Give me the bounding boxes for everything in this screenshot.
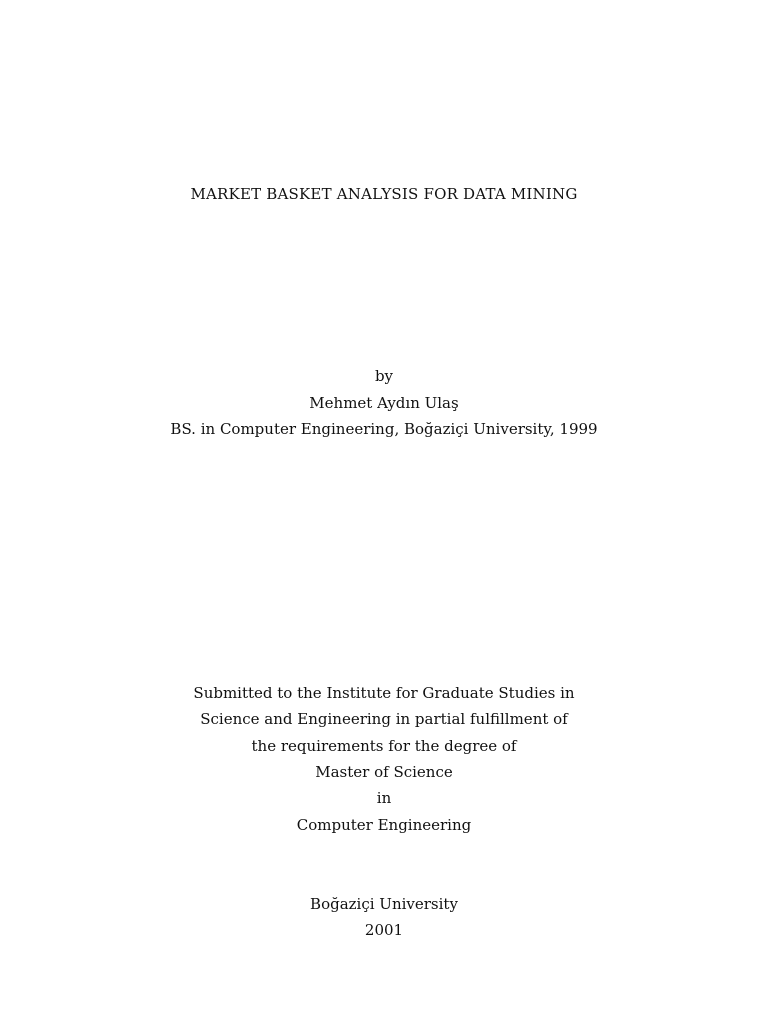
degree-name: Master of Science xyxy=(315,763,453,781)
submission-line-1: Submitted to the Institute for Graduate Studies in xyxy=(193,684,575,702)
submission-line-2: Science and Engineering in partial fulfillment of xyxy=(200,710,568,728)
author-name: Mehmet Aydın Ulaş xyxy=(309,394,459,412)
in-label: in xyxy=(376,789,392,807)
submission-line-3: the requirements for the degree of xyxy=(251,737,517,755)
thesis-title: MARKET BASKET ANALYSIS FOR DATA MINING xyxy=(190,185,578,203)
university-name: Boğaziçi University xyxy=(310,895,458,913)
year: 2001 xyxy=(364,921,404,939)
by-label: by xyxy=(374,367,394,385)
previous-degree: BS. in Computer Engineering, Boğaziçi University, 1999 xyxy=(170,420,598,438)
field-name: Computer Engineering xyxy=(296,816,472,834)
